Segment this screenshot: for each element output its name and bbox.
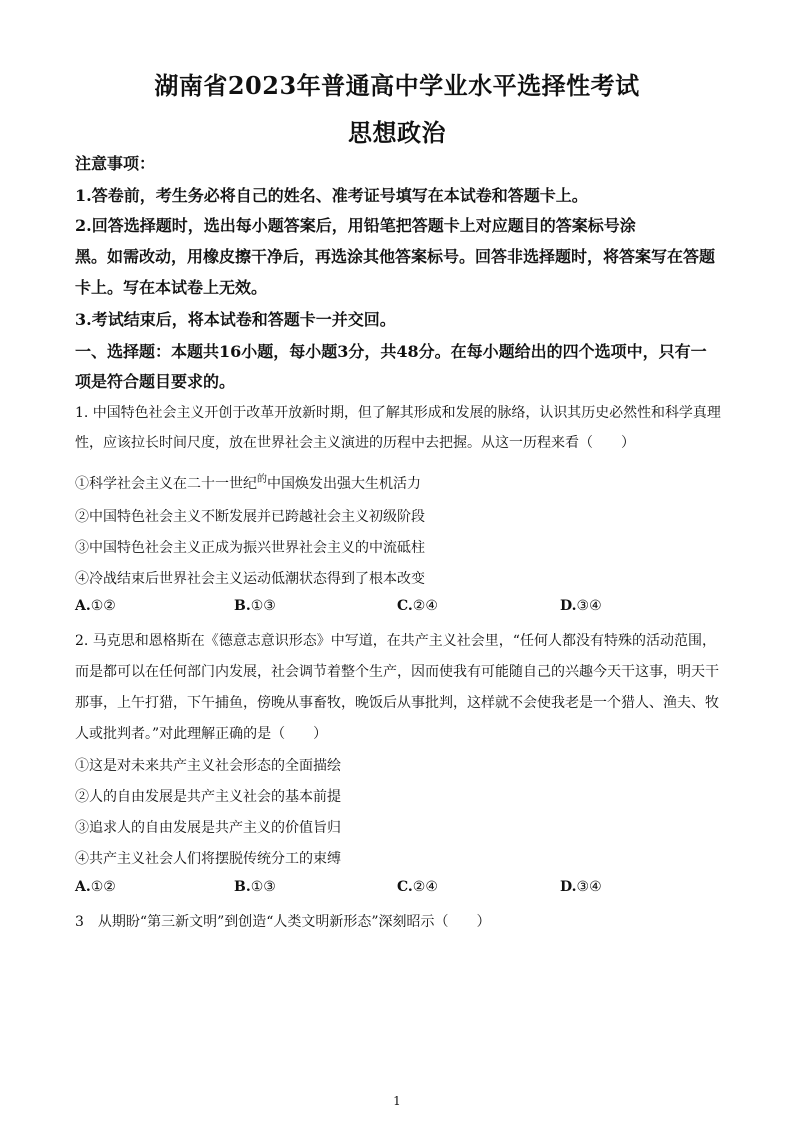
q1-stem-b: 性，应该拉长时间尺度，放在世界社会主义演进的历程中去把握。从这一历程来看（ ）: [75, 435, 635, 451]
option-label: B.: [234, 879, 251, 895]
page-number: 1: [393, 1094, 401, 1108]
q2-stem-a: 2. 马克思和恩格斯在《德意志意识形态》中写道，在共产主义社会里，“任何人都没有特殊的活动范围，: [75, 633, 716, 649]
q1-item-2: ②中国特色社会主义不断发展并已跨越社会主义初级阶段: [75, 509, 425, 525]
section-heading-a: 一、选择题：本题共16小题，每小题3分，共48分。在每小题给出的四个选项中，只有一: [75, 342, 707, 361]
q1-item-3: ③中国特色社会主义正成为振兴世界社会主义的中流砥柱: [75, 540, 425, 556]
option-label: D.: [560, 598, 577, 614]
q2-option-b[interactable]: [234, 879, 276, 895]
q2-option-c[interactable]: [397, 879, 438, 895]
q1-option-b[interactable]: [234, 598, 276, 614]
q1-item-1-text-a: ①科学社会主义在二十一世纪: [75, 476, 257, 492]
option-text: ②④: [412, 879, 438, 895]
option-text: ①③: [250, 598, 276, 614]
option-text: ①②: [90, 879, 116, 895]
q2-stem-b: 而是都可以在任何部门内发展，社会调节着整个生产，因而使我有可能随自己的兴趣今天干这事，明天干: [75, 664, 719, 680]
notice-line-1: 1.答卷前，考生务必将自己的姓名、准考证号填写在本试卷和答题卡上。: [75, 186, 588, 205]
q3-stem: 3 从期盼“第三新文明”到创造“人类文明新形态”深刻昭示（ ）: [75, 914, 491, 930]
option-label: D.: [560, 879, 577, 895]
option-text: ③④: [576, 879, 602, 895]
q2-stem-d: 人或批判者。”对此理解正确的是（ ）: [75, 726, 328, 742]
exam-title: 湖南省2023年普通高中学业水平选择性考试: [154, 71, 640, 100]
q2-stem-c: 那事，上午打猎，下午捕鱼，傍晚从事畜牧，晚饭后从事批判，这样就不会使我老是一个猎人、渔夫、牧: [75, 695, 719, 711]
notice-heading: 注意事项：: [75, 154, 156, 173]
q1-stem-a: 1. 中国特色社会主义开创于改革开放新时期，但了解其形成和发展的脉络，认识其历史必然性和科学真理: [75, 405, 721, 421]
option-label: A.: [75, 598, 91, 614]
subject-title: 思想政治: [348, 118, 446, 147]
option-label: A.: [75, 879, 91, 895]
option-text: ①②: [90, 598, 116, 614]
q2-option-d[interactable]: [560, 879, 602, 895]
option-label: C.: [397, 879, 413, 895]
option-text: ①③: [250, 879, 276, 895]
q1-option-d[interactable]: [560, 598, 602, 614]
q1-item-1-text-b: 中国焕发出强大生机活力: [267, 476, 421, 492]
notice-line-3: 3.考试结束后，将本试卷和答题卡一并交回。: [75, 310, 396, 329]
q2-item-1: ①这是对未来共产主义社会形态的全面描绘: [75, 758, 341, 774]
q2-item-4: ④共产主义社会人们将摆脱传统分工的束缚: [75, 851, 341, 867]
q1-item-1-sup: 的: [257, 474, 267, 485]
section-heading-b: 项是符合题目要求的。: [75, 372, 236, 391]
q2-item-3: ③追求人的自由发展是共产主义的价值旨归: [75, 820, 341, 836]
q2-item-2: ②人的自由发展是共产主义社会的基本前提: [75, 789, 341, 805]
option-label: C.: [397, 598, 413, 614]
q1-option-c[interactable]: [397, 598, 438, 614]
notice-line-2c: 卡上。写在本试卷上无效。: [75, 278, 268, 297]
notice-line-2a: 2.回答选择题时，选出每小题答案后，用铅笔把答题卡上对应题目的答案标号涂: [75, 216, 636, 235]
q1-item-4: ④冷战结束后世界社会主义运动低潮状态得到了根本改变: [75, 571, 425, 587]
option-text: ③④: [576, 598, 602, 614]
q1-item-1: [75, 470, 421, 493]
option-label: B.: [234, 598, 251, 614]
q1-option-a[interactable]: [75, 598, 116, 614]
option-text: ②④: [412, 598, 438, 614]
q2-option-a[interactable]: [75, 879, 116, 895]
notice-line-2b: 黑。如需改动，用橡皮擦干净后，再选涂其他答案标号。回答非选择题时，将答案写在答题: [75, 247, 716, 266]
